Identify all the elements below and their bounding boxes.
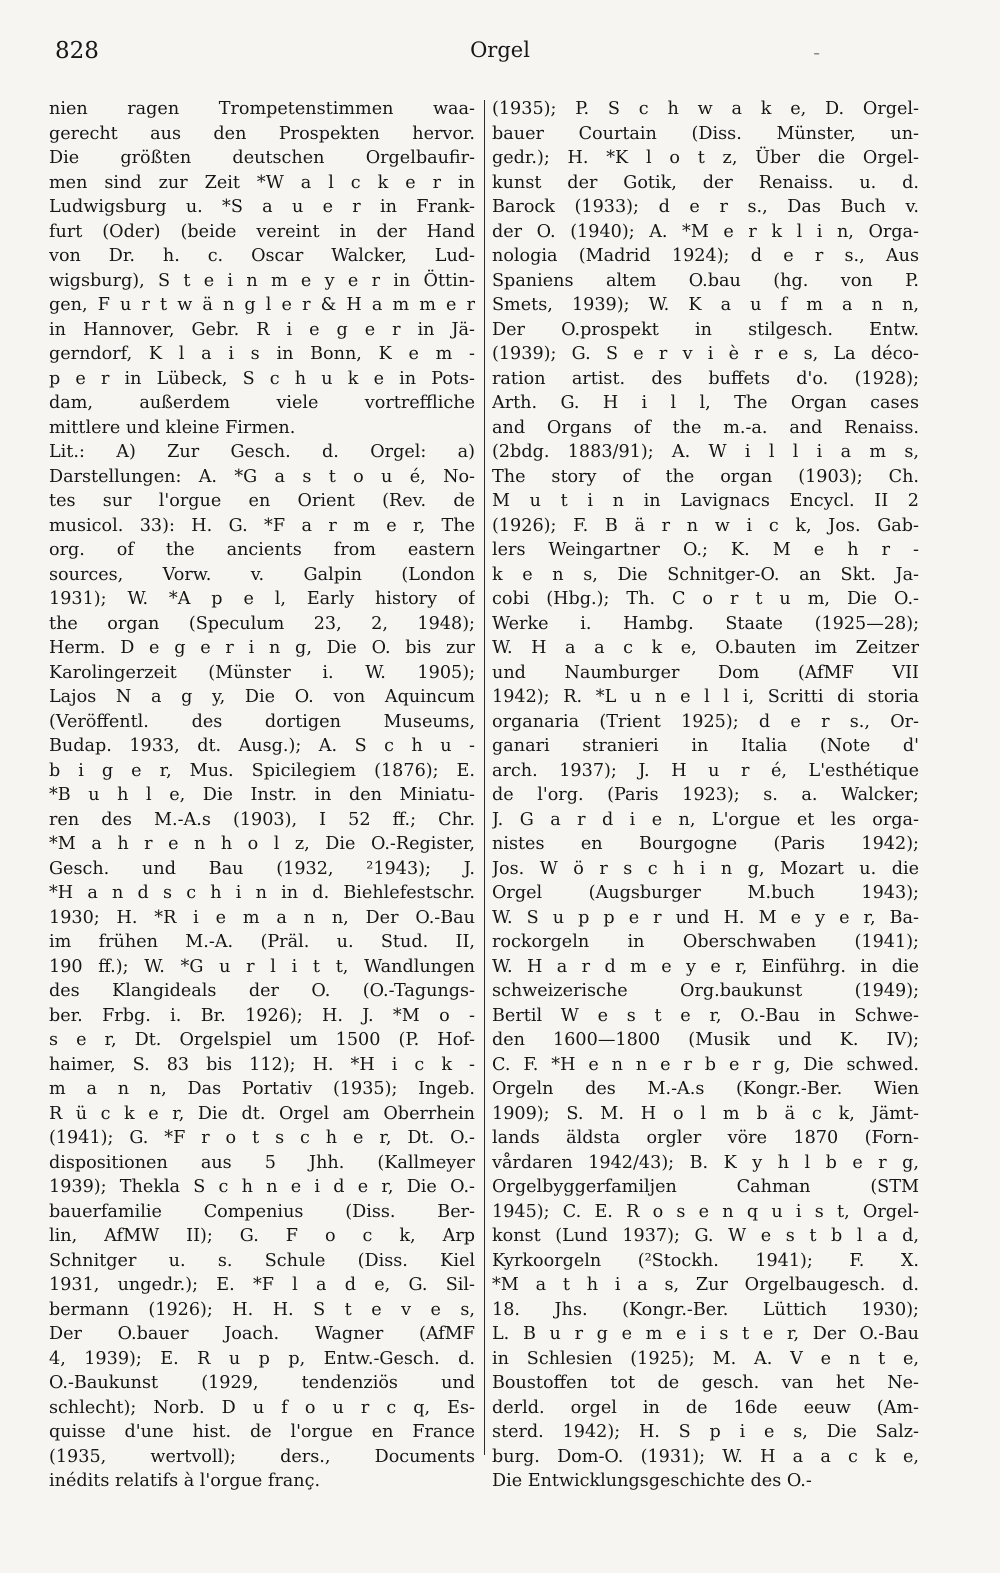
text-line: and Organs of the m.-a. and Renaiss. [492,417,919,438]
text-line: Die Entwicklungsgeschichte des O.- [492,1471,812,1491]
text-line: M u t i n in Lavignacs Encycl. II 2 [492,491,919,511]
text-line: Bertil W e s t e r, O.-Bau in Schwe- [492,1005,919,1026]
text-line: *M a t h i a s, Zur Orgelbaugesch. d. [492,1275,919,1295]
page-header [50,38,950,72]
text-line: von Dr. h. c. Oscar Walcker, Lud- [49,246,475,266]
text-line: nologia (Madrid 1924); d e r s., Aus [492,246,919,266]
text-line: lin, AfMW II); G. F o c k, Arp [49,1226,475,1246]
text-line: gerndorf, K l a i s in Bonn, K e m - [49,344,475,364]
text-line: (1941); G. *F r o t s c h e r, Dt. O.- [49,1128,475,1148]
text-line: lers Weingartner O.; K. M e h r - [492,540,919,560]
text-line: Budap. 1933, dt. Ausg.); A. S c h u - [49,736,475,756]
text-line: arch. 1937); J. H u r é, L'esthétique [492,760,919,781]
text-line: bauerfamilie Compenius (Diss. Ber- [49,1201,475,1222]
text-line: Herm. D e g e r i n g, Die O. bis zur [49,638,475,658]
text-line: musicol. 33): H. G. *F a r m e r, The [49,515,475,536]
text-line: gen, F u r t w ä n g l e r & H a m m e r [49,295,475,315]
text-line: vårdaren 1942/43); B. K y h l b e r g, [492,1152,919,1173]
text-line: The story of the organ (1903); Ch. [492,466,919,487]
text-line: R ü c k e r, Die dt. Orgel am Oberrhein [49,1103,475,1124]
text-line: in Schlesien (1925); M. A. V e n t e, [492,1348,919,1369]
text-line: derld. orgel in de 16de eeuw (Am- [492,1397,919,1418]
text-line: men sind zur Zeit *W a l c k e r in [49,172,475,193]
text-line: (2bdg. 1883/91); A. W i l l i a m s, [492,442,919,462]
text-line: bauer Courtain (Diss. Münster, un- [492,123,919,144]
right-text-column [492,97,919,1494]
text-line: *M a h r e n h o l z, Die O.-Register, [49,834,475,854]
text-line: Karolingerzeit (Münster i. W. 1905); [49,662,475,683]
text-line: Smets, 1939); W. K a u f m a n n, [492,295,919,315]
text-line: kunst der Gotik, der Renaiss. u. d. [492,172,919,193]
text-line: Ludwigsburg u. *S a u e r in Frank- [49,197,475,217]
text-line: dam, außerdem viele vortreffliche [49,393,475,413]
text-line: Schnitger u. s. Schule (Diss. Kiel [49,1250,475,1271]
text-line: J. G a r d i e n, L'orgue et les orga- [492,809,919,830]
text-line: org. of the ancients from eastern [49,540,475,560]
left-text-column [49,97,475,1494]
text-line: W. H a r d m e y e r, Einführg. in die [492,956,919,977]
text-line: s e r, Dt. Orgelspiel um 1500 (P. Hof- [49,1030,475,1050]
text-line: organaria (Trient 1925); d e r s., Or- [492,711,919,732]
text-line: Kyrkoorgeln (²Stockh. 1941); F. X. [492,1250,919,1271]
text-line: burg. Dom-O. (1931); W. H a a c k e, [492,1446,919,1467]
text-line: 1942); R. *L u n e l l i, Scritti di storia [492,687,919,707]
text-line: und Naumburger Dom (AfMF VII [492,662,919,683]
text-line: 190 ff.); W. *G u r l i t t, Wandlungen [49,956,475,977]
text-line: ren des M.-A.s (1903), I 52 ff.; Chr. [49,809,475,830]
text-line: konst (Lund 1937); G. W e s t b l a d, [492,1226,919,1246]
text-line: ber. Frbg. i. Br. 1926); H. J. *M o - [49,1005,475,1026]
text-line: (1926); F. B ä r n w i c k, Jos. Gab- [492,515,919,536]
text-line: b i g e r, Mus. Spicilegiem (1876); E. [49,760,475,781]
text-line: Gesch. und Bau (1932, ²1943); J. [49,858,475,879]
text-line: cobi (Hbg.); Th. C o r t u m, Die O.- [492,589,919,609]
text-line: (1935, wertvoll); ders., Documents [49,1446,475,1467]
text-line: Der O.prospekt in stilgesch. Entw. [492,319,919,340]
text-line: Boustoffen tot de gesch. van het Ne- [492,1373,919,1393]
text-line: Der O.bauer Joach. Wagner (AfMF [49,1324,475,1344]
text-line: (1939); G. S e r v i è r e s, La déco- [492,344,919,364]
text-line: gerecht aus den Prospekten hervor. [49,123,475,144]
text-line: bermann (1926); H. H. S t e v e s, [49,1299,475,1320]
text-line: haimer, S. 83 bis 112); H. *H i c k - [49,1054,475,1075]
text-line: nistes en Bourgogne (Paris 1942); [492,834,919,854]
text-line: Jos. W ö r s c h i n g, Mozart u. die [492,858,919,879]
text-line: k e n s, Die Schnitger-O. an Skt. Ja- [492,564,919,585]
text-line: Orgeln des M.-A.s (Kongr.-Ber. Wien [492,1079,919,1099]
text-line: ration artist. des buffets d'o. (1928); [492,368,919,389]
text-line: sources, Vorw. v. Galpin (London [49,564,475,585]
text-line: W. H a a c k e, O.bauten im Zeitzer [492,638,919,658]
text-line: Orgel (Augsburger M.buch 1943); [492,883,919,903]
text-line: lands äldsta orgler vöre 1870 (Forn- [492,1128,919,1148]
text-line: Werke i. Hambg. Staate (1925—28); [492,613,919,634]
text-line: O.-Baukunst (1929, tendenziös und [49,1373,475,1393]
text-line: p e r in Lübeck, S c h u k e in Pots- [49,368,475,389]
text-line: nien ragen Trompetenstimmen waa- [49,99,475,119]
text-line: 1930; H. *R i e m a n n, Der O.-Bau [49,907,475,928]
text-line: ganari stranieri in Italia (Note d' [492,736,919,756]
text-line: 1909); S. M. H o l m b ä c k, Jämt- [492,1103,919,1124]
text-line: Lajos N a g y, Die O. von Aquincum [49,687,475,707]
text-line: der O. (1940); A. *M e r k l i n, Orga- [492,221,919,242]
text-line: Arth. G. H i l l, The Organ cases [492,393,919,413]
text-line: de l'org. (Paris 1923); s. a. Walcker; [492,785,919,805]
text-line: Spaniens altem O.bau (hg. von P. [492,270,919,291]
text-line: (1935); P. S c h w a k e, D. Orgel- [492,99,919,119]
text-line: 4, 1939); E. R u p p, Entw.-Gesch. d. [49,1348,475,1369]
text-line: C. F. *H e n n e r b e r g, Die schwed. [492,1054,919,1075]
text-line: L. B u r g e m e i s t e r, Der O.-Bau [492,1324,919,1344]
text-line: *H a n d s c h i n in d. Biehlefestschr. [49,883,475,903]
text-line: tes sur l'orgue en Orient (Rev. de [49,491,475,511]
text-line: inédits relatifs à l'orgue franç. [49,1471,321,1491]
text-line: Lit.: A) Zur Gesch. d. Orgel: a) [49,442,475,462]
column-divider [484,100,485,1455]
text-line: 1931, ungedr.); E. *F l a d e, G. Sil- [49,1275,475,1295]
text-line: des Klangideals der O. (O.-Tagungs- [49,981,475,1001]
text-line: furt (Oder) (beide vereint in der Hand [49,221,475,242]
text-line: the organ (Speculum 23, 2, 1948); [49,613,475,634]
text-line: 18. Jhs. (Kongr.-Ber. Lüttich 1930); [492,1299,919,1320]
text-line: 1931); W. *A p e l, Early history of [49,589,475,609]
text-line: in Hannover, Gebr. R i e g e r in Jä- [49,319,475,340]
text-line: m a n n, Das Portativ (1935); Ingeb. [49,1079,475,1099]
text-line: 1945); C. E. R o s e n q u i s t, Orgel- [492,1201,919,1222]
text-line: schweizerische Org.baukunst (1949); [492,981,919,1001]
text-line: Orgelbyggerfamiljen Cahman (STM [492,1177,919,1197]
text-line: Barock (1933); d e r s., Das Buch v. [492,197,919,217]
header-mark: - [813,40,820,64]
text-line: Darstellungen: A. *G a s t o u é, No- [49,466,475,487]
running-head: Orgel [470,38,530,62]
text-line: den 1600—1800 (Musik und K. IV); [492,1030,919,1050]
text-line: 1939); Thekla S c h n e i d e r, Die O.- [49,1177,475,1197]
text-line: wigsburg), S t e i n m e y e r in Öttin- [49,270,475,291]
text-line: mittlere und kleine Firmen. [49,417,296,438]
text-line: sterd. 1942); H. S p i e s, Die Salz- [492,1422,919,1442]
text-line: im frühen M.-A. (Präl. u. Stud. II, [49,932,475,952]
text-line: Die größten deutschen Orgelbaufir- [49,148,475,168]
text-line: dispositionen aus 5 Jhh. (Kallmeyer [49,1152,475,1173]
page-number: 828 [55,38,99,64]
text-line: gedr.); H. *K l o t z, Über die Orgel- [492,148,919,168]
text-line: rockorgeln in Oberschwaben (1941); [492,932,919,952]
text-line: schlecht); Norb. D u f o u r c q, Es- [49,1397,475,1418]
text-line: W. S u p p e r und H. M e y e r, Ba- [492,907,919,928]
text-line: *B u h l e, Die Instr. in den Miniatu- [49,785,475,805]
text-line: quisse d'une hist. de l'orgue en France [49,1422,475,1442]
text-line: (Veröffentl. des dortigen Museums, [49,711,475,732]
